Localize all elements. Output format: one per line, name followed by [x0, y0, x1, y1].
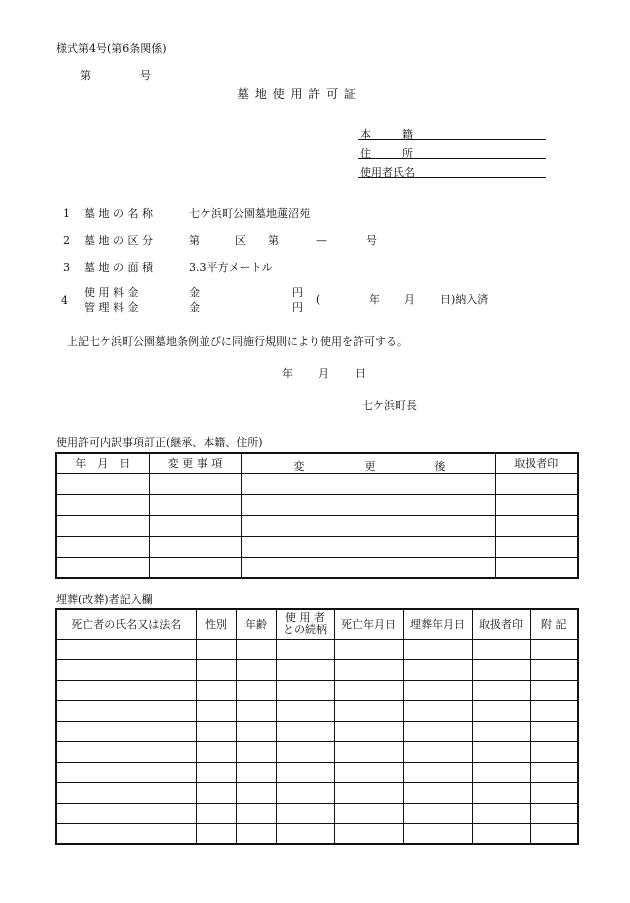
table-row	[56, 515, 578, 536]
table-cell[interactable]	[56, 473, 149, 494]
header-handler-seal: 取扱者印	[495, 453, 578, 473]
table-cell[interactable]	[236, 824, 276, 845]
table-cell[interactable]	[236, 803, 276, 824]
issue-date-nen: 年	[282, 367, 293, 380]
form-number-label: 様式第4号(第6条関係)	[56, 42, 167, 55]
table-cell[interactable]	[241, 515, 495, 536]
table-cell[interactable]	[241, 557, 495, 578]
table-cell[interactable]	[530, 783, 578, 804]
header-go: 後	[434, 460, 446, 473]
issue-date-hi: 日	[355, 367, 366, 380]
table-row	[56, 701, 578, 722]
item-4-yen-management: 円	[292, 301, 303, 314]
table-cell[interactable]	[56, 660, 196, 681]
table-cell[interactable]	[334, 803, 403, 824]
table-cell[interactable]	[276, 824, 334, 845]
table-row	[56, 762, 578, 783]
header-change-item: 変 更 事 項	[149, 453, 241, 473]
item-1-label: 墓 地 の 名 称	[84, 207, 153, 220]
header-hen: 変	[293, 460, 305, 473]
issue-date-tsuki: 月	[318, 367, 329, 380]
table-cell[interactable]	[334, 824, 403, 845]
header-date: 年 月 日	[56, 453, 149, 473]
table-cell[interactable]	[403, 824, 472, 845]
table-cell[interactable]	[334, 680, 403, 701]
correction-table-header	[56, 453, 578, 473]
table-row	[56, 824, 578, 845]
permission-statement: 上記七ケ浜町公園墓地条例並びに同施行規則により使用を許可する。	[67, 335, 408, 348]
jusho-label-b: 所	[402, 147, 413, 160]
table-cell[interactable]	[56, 721, 196, 742]
item-1-number: 1	[63, 207, 70, 220]
table-row	[56, 639, 578, 660]
table-cell[interactable]	[403, 803, 472, 824]
table-cell[interactable]	[196, 824, 236, 845]
table-cell[interactable]	[472, 762, 530, 783]
user-name-label: 使用者氏名	[360, 166, 415, 179]
table-cell[interactable]	[56, 639, 196, 660]
table-cell[interactable]	[149, 536, 241, 557]
item-2-dai-2: 第	[268, 234, 279, 247]
table-cell[interactable]	[276, 742, 334, 763]
table-cell[interactable]	[236, 660, 276, 681]
table-cell[interactable]	[403, 639, 472, 660]
table-cell[interactable]	[149, 515, 241, 536]
item-3-value: 3.3平方メートル	[189, 261, 273, 274]
header-deceased-name: 死亡者の氏名又は法名	[56, 609, 196, 639]
table-cell[interactable]	[472, 660, 530, 681]
table-cell[interactable]	[56, 803, 196, 824]
table-cell[interactable]	[149, 557, 241, 578]
honseki-label-a: 本	[360, 128, 371, 141]
table-row	[56, 680, 578, 701]
table-cell[interactable]	[196, 660, 236, 681]
table-cell[interactable]	[276, 701, 334, 722]
table-cell[interactable]	[403, 680, 472, 701]
table-row	[56, 803, 578, 824]
item-4-kin-usage: 金	[189, 286, 200, 299]
table-cell[interactable]	[236, 742, 276, 763]
table-cell[interactable]	[276, 660, 334, 681]
item-4-usage-label: 使 用 料 金	[84, 286, 139, 299]
honseki-line	[358, 124, 546, 140]
jusho-line	[358, 143, 546, 159]
issuer-name: 七ケ浜町長	[362, 399, 417, 412]
table-cell[interactable]	[403, 660, 472, 681]
table-cell[interactable]	[472, 701, 530, 722]
table-row	[56, 494, 578, 515]
item-4-yen-usage: 円	[292, 286, 303, 299]
correction-table-title: 使用許可内訳事項訂正(継承、本籍、住所)	[56, 436, 263, 449]
table-cell[interactable]	[530, 762, 578, 783]
table-cell[interactable]	[196, 680, 236, 701]
item-1-value: 七ケ浜町公園墓地蓮沼苑	[189, 207, 310, 220]
table-cell[interactable]	[334, 783, 403, 804]
table-cell[interactable]	[56, 494, 149, 515]
table-cell[interactable]	[472, 680, 530, 701]
table-cell[interactable]	[56, 824, 196, 845]
table-cell[interactable]	[530, 742, 578, 763]
header-after-change	[241, 453, 495, 473]
table-cell[interactable]	[530, 660, 578, 681]
table-cell[interactable]	[196, 742, 236, 763]
table-cell[interactable]	[196, 803, 236, 824]
table-cell[interactable]	[56, 536, 149, 557]
header-kou: 更	[364, 460, 376, 473]
table-cell[interactable]	[530, 639, 578, 660]
table-cell[interactable]	[472, 742, 530, 763]
table-cell[interactable]	[241, 494, 495, 515]
table-cell[interactable]	[56, 742, 196, 763]
table-cell[interactable]	[236, 762, 276, 783]
table-cell[interactable]	[149, 494, 241, 515]
table-cell[interactable]	[495, 557, 578, 578]
table-cell[interactable]	[495, 515, 578, 536]
table-row	[56, 721, 578, 742]
table-cell[interactable]	[495, 473, 578, 494]
page-title: 墓 地 使 用 許 可 証	[237, 87, 357, 101]
table-cell[interactable]	[196, 762, 236, 783]
item-4-nen: 年	[369, 293, 380, 306]
table-cell[interactable]	[149, 473, 241, 494]
header-death-date: 死亡年月日	[334, 609, 403, 639]
burial-table	[55, 608, 579, 845]
table-cell[interactable]	[334, 639, 403, 660]
burial-table-header	[56, 609, 578, 639]
correction-table	[55, 452, 579, 579]
permit-number-dai: 第	[80, 69, 91, 82]
table-cell[interactable]	[334, 762, 403, 783]
table-cell[interactable]	[530, 701, 578, 722]
table-cell[interactable]	[236, 783, 276, 804]
table-cell[interactable]	[403, 701, 472, 722]
table-cell[interactable]	[196, 701, 236, 722]
table-row	[56, 742, 578, 763]
header-relation-line2: との続柄	[283, 623, 327, 637]
table-cell[interactable]	[495, 494, 578, 515]
burial-table-title: 埋葬(改葬)者記入欄	[56, 593, 153, 606]
table-cell[interactable]	[236, 701, 276, 722]
header-age: 年齢	[236, 609, 276, 639]
table-cell[interactable]	[56, 515, 149, 536]
item-3-number: 3	[63, 261, 70, 274]
jusho-label-a: 住	[360, 147, 371, 160]
table-cell[interactable]	[530, 721, 578, 742]
table-cell[interactable]	[276, 639, 334, 660]
table-cell[interactable]	[196, 639, 236, 660]
table-cell[interactable]	[241, 473, 495, 494]
item-4-tsuki: 月	[404, 293, 415, 306]
header-relation-line1: 使 用 者	[285, 610, 325, 624]
table-cell[interactable]	[56, 557, 149, 578]
table-cell[interactable]	[236, 721, 276, 742]
item-2-dai-1: 第	[189, 234, 200, 247]
table-cell[interactable]	[530, 803, 578, 824]
table-row	[56, 473, 578, 494]
item-2-dash: —	[316, 234, 327, 247]
table-cell[interactable]	[56, 680, 196, 701]
item-4-number: 4	[61, 294, 68, 307]
table-cell[interactable]	[403, 783, 472, 804]
item-2-label: 墓 地 の 区 分	[84, 234, 153, 247]
table-row	[56, 783, 578, 804]
table-cell[interactable]	[196, 721, 236, 742]
table-row	[56, 660, 578, 681]
item-2-number: 2	[63, 234, 70, 247]
header-relation	[276, 609, 334, 639]
table-cell[interactable]	[56, 762, 196, 783]
table-cell[interactable]	[403, 762, 472, 783]
table-cell[interactable]	[276, 783, 334, 804]
table-cell[interactable]	[276, 762, 334, 783]
table-cell[interactable]	[334, 660, 403, 681]
table-cell[interactable]	[236, 639, 276, 660]
table-cell[interactable]	[403, 721, 472, 742]
table-cell[interactable]	[472, 783, 530, 804]
item-2-go: 号	[366, 234, 377, 247]
table-cell[interactable]	[472, 803, 530, 824]
table-cell[interactable]	[56, 701, 196, 722]
table-cell[interactable]	[241, 536, 495, 557]
table-cell[interactable]	[56, 783, 196, 804]
table-cell[interactable]	[334, 701, 403, 722]
item-4-management-label: 管 理 料 金	[84, 301, 139, 314]
table-cell[interactable]	[276, 803, 334, 824]
table-cell[interactable]	[472, 824, 530, 845]
table-cell[interactable]	[334, 742, 403, 763]
honseki-label-b: 籍	[402, 128, 413, 141]
header-note: 附 記	[530, 609, 578, 639]
table-cell[interactable]	[472, 721, 530, 742]
table-cell[interactable]	[495, 536, 578, 557]
table-row	[56, 536, 578, 557]
item-2-ku: 区	[235, 234, 246, 247]
table-cell[interactable]	[276, 680, 334, 701]
table-cell[interactable]	[472, 639, 530, 660]
table-cell[interactable]	[276, 721, 334, 742]
header-handler-seal: 取扱者印	[472, 609, 530, 639]
table-cell[interactable]	[334, 721, 403, 742]
permit-number-go: 号	[140, 69, 151, 82]
item-4-kin-management: 金	[189, 301, 200, 314]
table-cell[interactable]	[196, 783, 236, 804]
table-cell[interactable]	[403, 742, 472, 763]
header-burial-date: 埋葬年月日	[403, 609, 472, 639]
item-3-label: 墓 地 の 面 積	[84, 261, 153, 274]
header-sex: 性別	[196, 609, 236, 639]
table-row	[56, 557, 578, 578]
table-cell[interactable]	[236, 680, 276, 701]
user-name-line	[358, 162, 546, 178]
table-cell[interactable]	[530, 680, 578, 701]
item-4-paid-note: 日)納入済	[440, 293, 489, 306]
item-4-paren-open: (	[316, 293, 321, 306]
table-cell[interactable]	[530, 824, 578, 845]
